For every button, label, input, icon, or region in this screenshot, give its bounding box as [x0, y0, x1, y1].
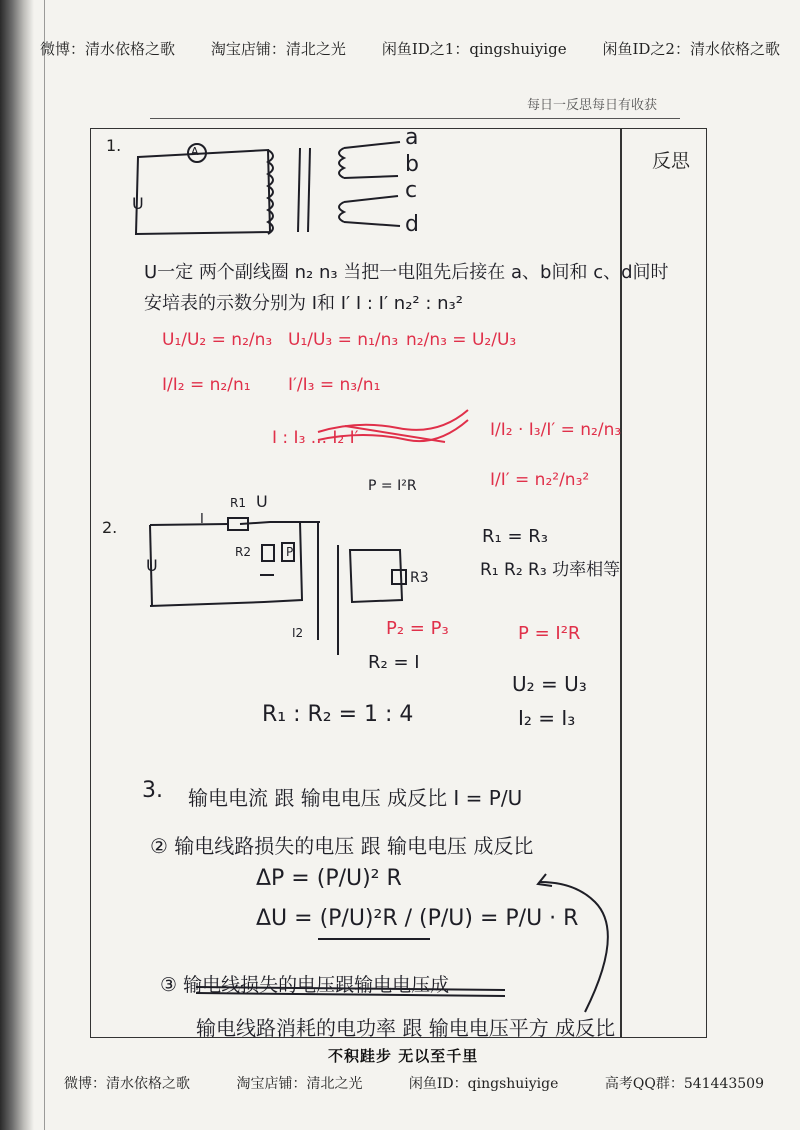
- reflection-label: 反思: [652, 150, 691, 172]
- red-equation-6: I/I₂ · I₃/I′ = n₂/n₃: [490, 420, 622, 440]
- problem-3-line-3-struck: ③ 输电线损失的电压跟输电电压成: [160, 974, 450, 996]
- footer-bar: [64, 1073, 764, 1093]
- red-equation-2: U₁/U₃ = n₁/n₃: [288, 330, 399, 350]
- problem-3-line-1: 输电电流 跟 输电电压 成反比 I = P/U: [188, 786, 523, 810]
- header-xianyu-2: 闲鱼ID之2：清水依格之歌: [602, 40, 780, 58]
- label-r1: R1: [230, 496, 246, 510]
- label-i2: I2: [292, 626, 304, 640]
- equation-i2-i3: I₂ = I₃: [518, 706, 576, 730]
- problem-2-number: 2.: [102, 518, 118, 537]
- header-taobao: 淘宝店铺：清北之光: [210, 40, 346, 58]
- red-p2-p3: P₂ = P₃: [386, 618, 449, 639]
- footer-xianyu: 闲鱼ID：qingshuiyige: [408, 1076, 559, 1092]
- delta-p-equation: ΔP = (P/U)² R: [256, 866, 402, 891]
- delta-u-equation: ΔU = (P/U)²R / (P/U) = P/U · R: [256, 906, 579, 931]
- source-label: U: [132, 194, 144, 213]
- footer-qq-group: 高考QQ群：541443509: [604, 1076, 764, 1092]
- red-equation-4: I/I₂ = n₂/n₁: [162, 375, 251, 395]
- tap-a: a: [405, 125, 419, 150]
- motto-rule: [150, 118, 680, 119]
- footer-weibo: 微博：清水依格之歌: [64, 1076, 190, 1092]
- tap-c: c: [405, 178, 418, 203]
- header-bar: [40, 38, 780, 59]
- label-current: I: [200, 512, 204, 527]
- red-equation-5: I′/I₃ = n₃/n₁: [288, 375, 381, 395]
- footer-taobao: 淘宝店铺：清北之光: [236, 1076, 363, 1092]
- page-motto: 每日一反思每日有收获: [527, 98, 658, 113]
- tap-d: d: [405, 212, 419, 237]
- header-xianyu-1: 闲鱼ID之1：qingshuiyige: [381, 40, 567, 58]
- source-label-2: U: [146, 556, 158, 575]
- resistor-ratio: R₁ : R₂ = 1 : 4: [262, 702, 414, 727]
- ammeter-label: A: [191, 145, 199, 158]
- problem-1-statement-line-2: 安培表的示数分别为 I和 I′ I : I′ n₂² : n₃²: [144, 293, 463, 314]
- red-equation-7: I/I′ = n₂²/n₃²: [490, 470, 590, 490]
- equal-power-note: R₁ R₂ R₃ 功率相等: [480, 560, 621, 580]
- header-weibo: 微博：清水依格之歌: [40, 40, 176, 58]
- footer-motto: 不积跬步 无以至千里: [328, 1047, 479, 1065]
- problem-3-line-2: ② 输电线路损失的电压 跟 输电电压 成反比: [150, 834, 534, 858]
- tap-b: b: [405, 152, 419, 177]
- equation-u2-u3: U₂ = U₃: [512, 672, 587, 696]
- red-equation-3: n₂/n₃ = U₂/U₃: [406, 330, 517, 350]
- problem-3-line-4: 输电线路消耗的电功率 跟 输电电压平方 成反比: [196, 1016, 616, 1040]
- label-u-top: U: [256, 492, 268, 511]
- power-note: P = I²R: [368, 478, 417, 494]
- problem-1-number: 1.: [106, 136, 122, 155]
- label-r3: R3: [410, 570, 429, 586]
- label-p: P: [286, 545, 294, 559]
- label-r2: R2: [235, 545, 251, 559]
- r2-value: R₂ = I: [368, 652, 420, 673]
- problem-3-number: 3.: [142, 778, 163, 803]
- red-scratch-text: I : I₃ ... I₂ I′: [272, 428, 359, 448]
- binding-edge: [44, 0, 45, 1130]
- book-binding: [0, 0, 34, 1130]
- red-power-formula: P = I²R: [518, 623, 581, 644]
- equation-r1-r3: R₁ = R₃: [482, 526, 548, 547]
- red-equation-1: U₁/U₂ = n₂/n₃: [162, 330, 273, 350]
- problem-1-statement-line-1: U一定 两个副线圈 n₂ n₃ 当把一电阻先后接在 a、b间和 c、d间时: [144, 262, 669, 283]
